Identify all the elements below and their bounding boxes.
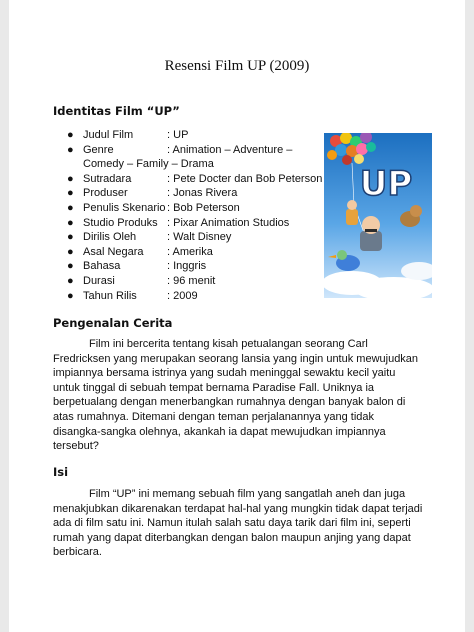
list-item	[67, 172, 337, 187]
bullet-icon: ●	[67, 260, 74, 273]
bullet-icon: ●	[67, 172, 74, 185]
item-value: Jonas Rivera	[173, 187, 238, 200]
bullet-icon: ●	[67, 231, 74, 244]
item-separator: :	[167, 216, 171, 229]
bullet-icon: ●	[67, 216, 74, 229]
item-separator: :	[167, 129, 171, 141]
item-separator: :	[167, 245, 171, 258]
bullet-icon: ●	[67, 289, 74, 302]
document-title: Resensi Film UP (2009)	[164, 58, 310, 74]
item-value: Pixar Animation Studios	[173, 216, 290, 229]
intro-heading: Pengenalan Cerita	[53, 316, 173, 330]
item-value: 2009	[173, 289, 198, 302]
item-value: UP	[173, 129, 189, 141]
list-item	[67, 128, 337, 143]
item-value: Inggris	[173, 260, 207, 273]
poster-logo-text: UP	[359, 164, 413, 204]
item-separator: :	[167, 201, 171, 214]
item-label: Penulis Skenario	[83, 201, 166, 214]
item-separator: :	[167, 274, 171, 287]
item-label: Sutradara	[83, 172, 132, 185]
intro-paragraph: Film ini bercerita tentang kisah petualangan seorang Carl Fredricksen yang merupakan seorang lansia yang ingin untuk mewujudkan impiannya bersama istrinya yang sudah meninggal sewaktu kecil yaitu untuk tinggal di sebuah tempat bernama Paradise Fall. Uniknya ia berpetualang dengan menerbangkan rumahnya dengan banyak balon di atas rumahnya. Ditemani dengan teman perjalanannya yang tidak disangka-sangka olehnya, akankah ia dapat mewujudkan impiannya tersebut?	[53, 338, 419, 453]
document-page	[9, 0, 465, 632]
list-item	[67, 245, 337, 260]
item-value: Walt Disney	[173, 231, 232, 244]
item-label: Dirilis Oleh	[83, 231, 137, 244]
bullet-icon: ●	[67, 201, 74, 214]
bullet-icon: ●	[67, 245, 74, 258]
list-item	[67, 230, 337, 245]
item-value: 96 menit	[173, 274, 216, 287]
item-label: Durasi	[83, 274, 115, 287]
item-separator: :	[167, 172, 171, 185]
bullet-icon: ●	[67, 143, 74, 156]
bullet-icon: ●	[67, 187, 74, 200]
list-item	[67, 289, 337, 304]
item-label: Genre	[83, 143, 114, 156]
item-separator: :	[167, 260, 171, 273]
identity-list	[67, 128, 337, 303]
item-label: Tahun Rilis	[83, 289, 137, 302]
movie-poster-image	[324, 133, 432, 298]
list-item	[67, 259, 337, 274]
list-item	[67, 186, 337, 201]
item-value: Amerika	[172, 245, 213, 258]
list-item	[67, 201, 337, 216]
item-label: Studio Produks	[83, 216, 158, 229]
item-value: Pete Docter dan Bob Peterson	[173, 172, 323, 185]
item-label: Produser	[83, 187, 128, 200]
item-separator: :	[167, 143, 171, 156]
bullet-icon: ●	[67, 129, 74, 141]
bullet-icon: ●	[67, 274, 74, 287]
item-value: Bob Peterson	[173, 201, 240, 214]
list-item	[67, 143, 337, 172]
list-item	[67, 216, 337, 231]
item-separator: :	[167, 289, 171, 302]
item-label: Asal Negara	[83, 245, 144, 258]
item-value: Animation – Adventure –	[172, 143, 293, 156]
item-separator: :	[167, 231, 171, 244]
identity-heading: Identitas Film “UP”	[53, 104, 180, 118]
item-label: Judul Film	[83, 129, 134, 141]
item-value-continuation: Comedy – Family – Drama	[83, 158, 214, 171]
list-item	[67, 274, 337, 289]
item-label: Bahasa	[83, 260, 121, 273]
content-heading: Isi	[53, 465, 69, 479]
item-separator: :	[167, 187, 171, 200]
content-paragraph: Film “UP” ini memang sebuah film yang sangatlah aneh dan juga menakjubkan dikarenakan terdapat hal-hal yang mungkin tidak dapat terjadi ada di film satu ini. Namun itulah salah satu daya tarik dari film ini, seperti rumah yang dapat diterbangkan dengan balon maupun anjing yang dapat berbicara.	[53, 488, 423, 559]
